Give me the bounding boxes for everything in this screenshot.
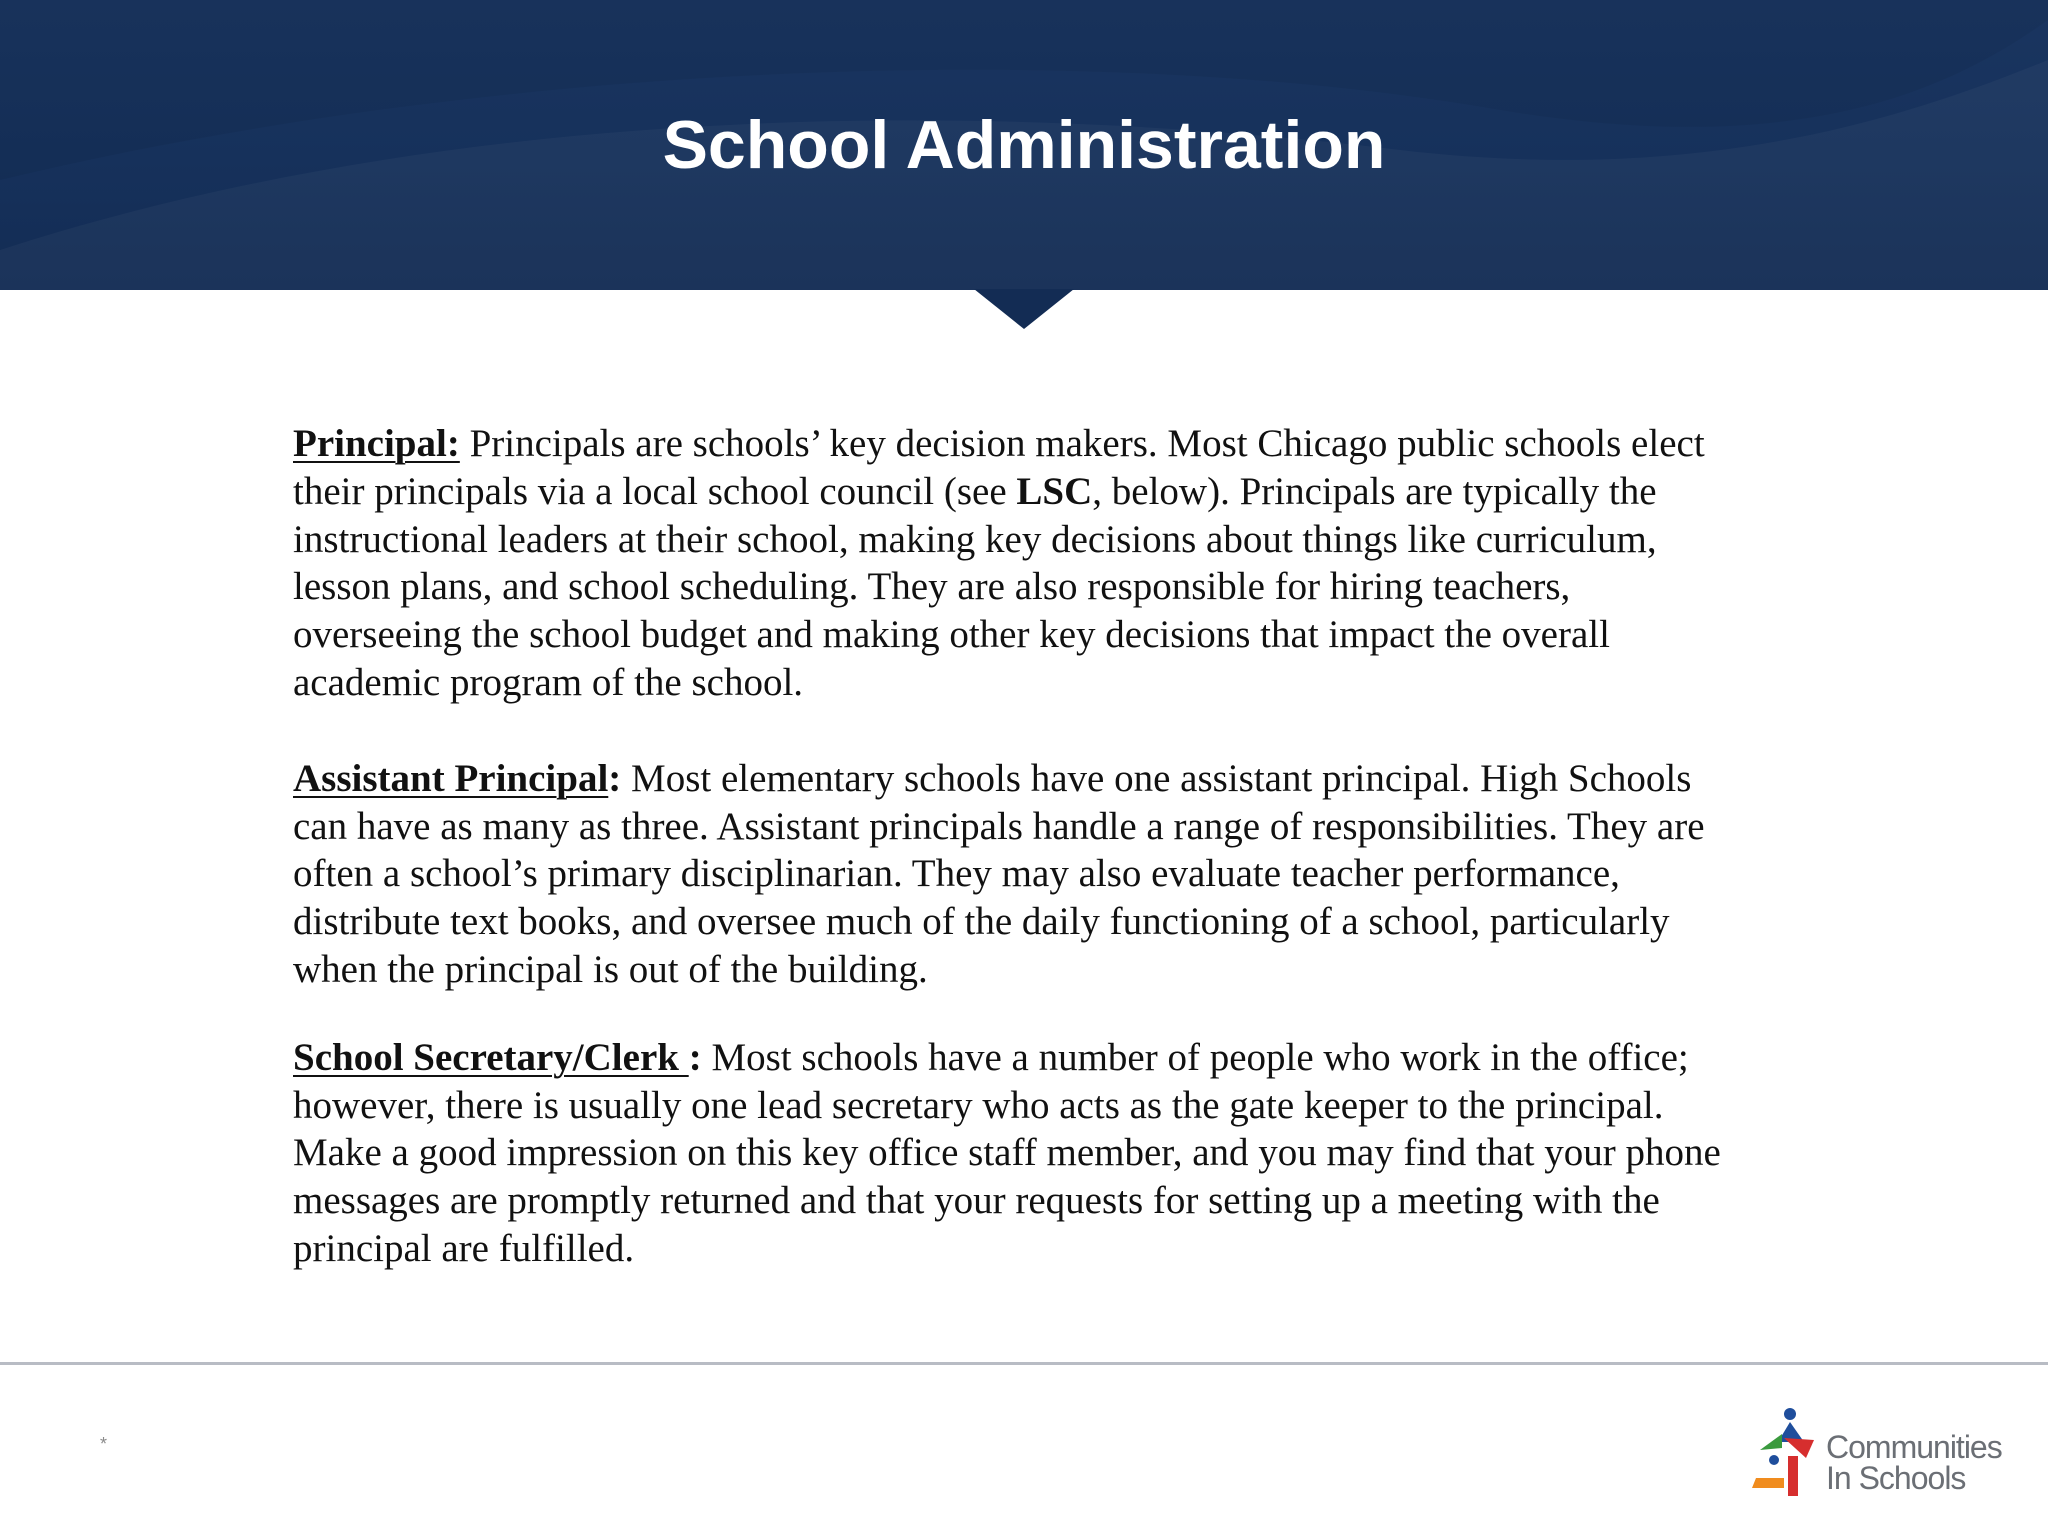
header-banner	[0, 0, 2048, 290]
slide-title: School Administration	[662, 107, 1386, 183]
secretary-paragraph	[293, 1034, 1733, 1273]
slide-number-marker: *	[100, 1434, 108, 1454]
principal-text-2: , below). Principals are typically the instructional leaders at their school, making key decisions about things like curriculum, lesson plans, and school scheduling. They are also responsible for hiring teachers, overseeing the school budget and making other key decisions that impact the overall academic program of the school.	[293, 469, 1657, 704]
lsc-bold: LSC	[1016, 469, 1093, 513]
assistant-principal-paragraph	[293, 755, 1733, 994]
logo-house-icon	[1748, 1404, 1828, 1504]
logo-line-1: Communities	[1826, 1429, 2002, 1465]
assistant-principal-term: Assistant Principal	[293, 756, 609, 800]
logo-wordmark	[1826, 1429, 2002, 1496]
principal-paragraph	[293, 420, 1733, 707]
communities-in-schools-logo	[1748, 1404, 2018, 1504]
secretary-colon: :	[688, 1035, 702, 1079]
header-notch	[974, 289, 1074, 329]
principal-text-1: Principals are schools’ key decision makers. Most Chicago public schools elect their principals via a local school council (see	[293, 422, 1705, 513]
slide-body	[293, 420, 1733, 1273]
secretary-text: Most schools have a number of people who work in the office; however, there is usually one lead secretary who acts as the gate keeper to the principal. Make a good impression on this key office staff member, and you may find that your phone messages are promptly returned and that your requests for setting up a meeting with the principal are fulfilled.	[293, 1035, 1721, 1270]
secretary-term: School Secretary/Clerk	[293, 1035, 689, 1079]
principal-term: Principal:	[293, 422, 460, 465]
logo-line-2: In Schools	[1826, 1460, 1966, 1496]
footer-divider	[0, 1362, 2048, 1365]
assistant-principal-text: Most elementary schools have one assistant principal. High Schools can have as many as three. Assistant principals handle a range of responsibilities. They are often a school’s primary disciplinarian. They may also evaluate teacher performance, distribute text books, and oversee much of the daily functioning of a school, particularly when the principal is out of the building.	[293, 756, 1705, 991]
assistant-principal-colon: :	[608, 756, 622, 800]
